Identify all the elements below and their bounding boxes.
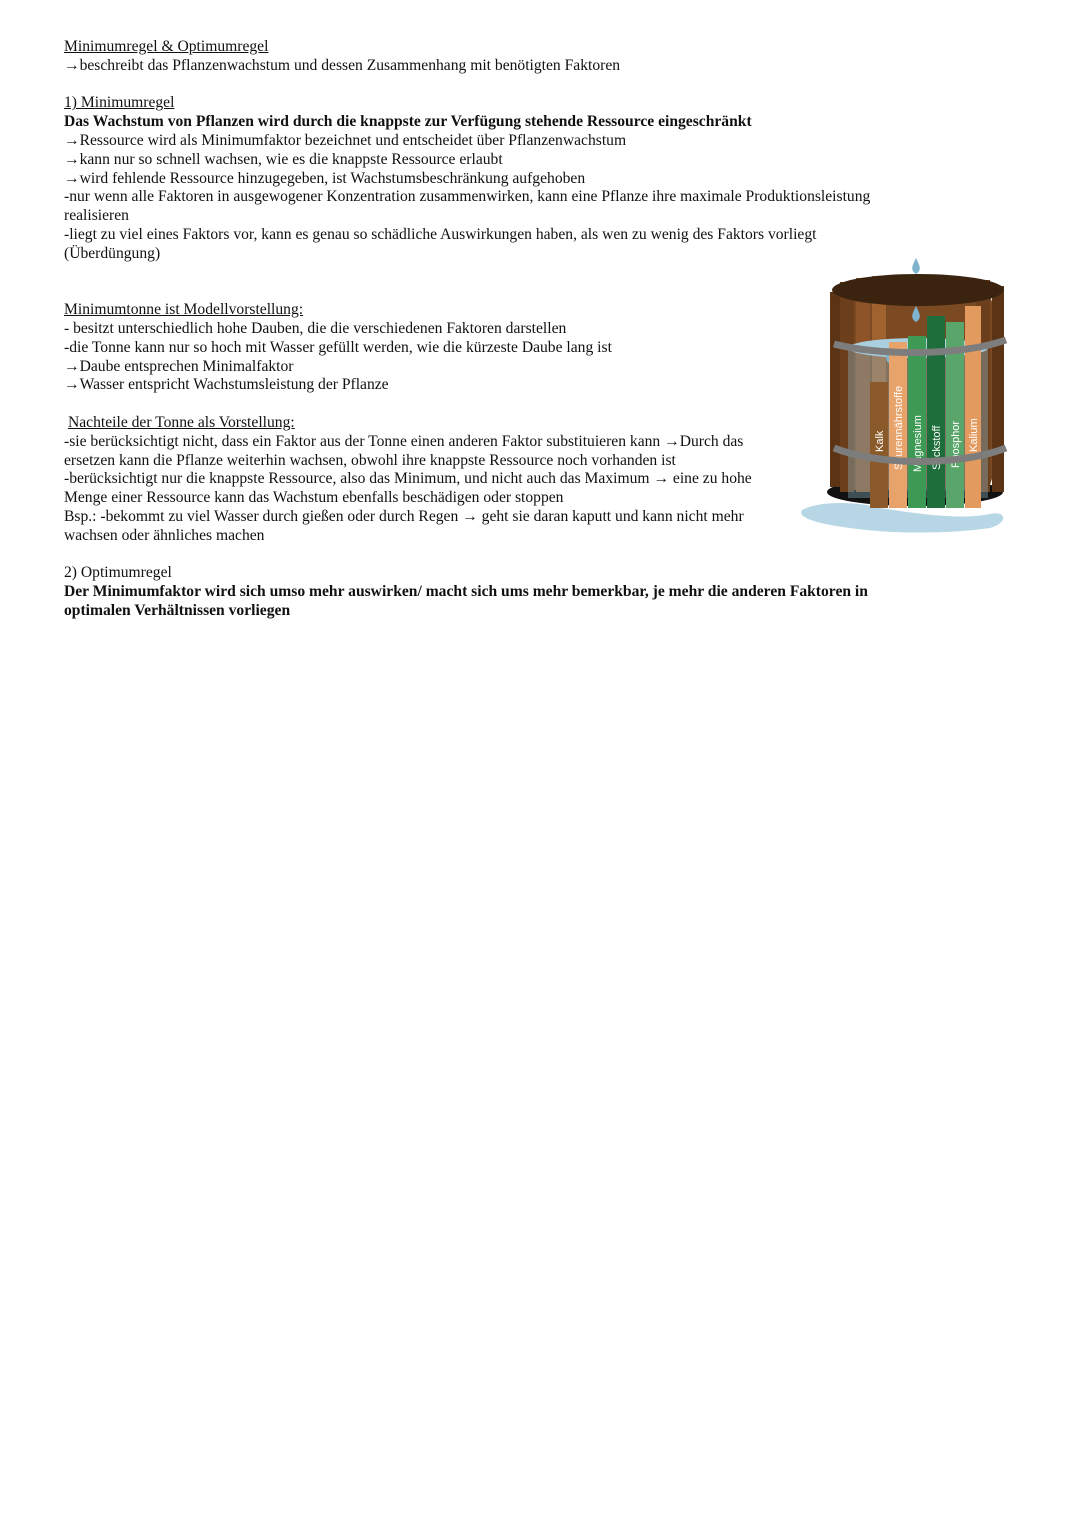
stave-stickstoff [927, 316, 945, 508]
drawbacks-line: ersetzen kann die Pflanze weiterhin wachsen, obwohl ihre knappste Ressource noch vorhanden ist [64, 451, 676, 469]
drawbacks-line: Bsp.: -bekommt zu viel Wasser durch gießen oder durch Regen → geht sie daran kaputt und kann nicht mehr [64, 507, 744, 525]
section1-statement: Das Wachstum von Pflanzen wird durch die knappste zur Verfügung stehende Ressource eingeschränkt [64, 113, 752, 131]
document-title: Minimumregel & Optimumregel [64, 38, 269, 55]
model-line: -die Tonne kann nur so hoch mit Wasser gefüllt werden, wie die kürzeste Daube lang ist [64, 338, 612, 356]
minimum-barrel-illustration [800, 252, 1015, 537]
model-line: →Daube entsprechen Minimalfaktor [64, 357, 294, 375]
intro-line: →beschreibt das Pflanzenwachstum und dessen Zusammenhang mit benötigten Faktoren [64, 56, 621, 74]
stave-label: Stickstoff [931, 425, 943, 470]
section1-line: →Ressource wird als Minimumfaktor bezeichnet und entscheidet über Pflanzenwachstum [64, 131, 627, 149]
section1-line: -liegt zu viel eines Faktors vor, kann es genau so schädliche Auswirkungen haben, als wen zu wenig des Faktors vorliegt [64, 225, 817, 243]
model-line: - besitzt unterschiedlich hohe Dauben, die die verschiedenen Faktoren darstellen [64, 319, 567, 337]
stave-magnesium [908, 336, 926, 508]
barrel-rim [832, 274, 1004, 306]
model-line: →Wasser entspricht Wachstumsleistung der Pflanze [64, 376, 389, 394]
model-title: Minimumtonne ist Modellvorstellung: [64, 301, 304, 319]
section1-line: realisieren [64, 207, 129, 225]
section1-line: (Überdüngung) [64, 244, 161, 262]
section2-statement: optimalen Verhältnissen vorliegen [64, 601, 291, 619]
drawbacks-line: -sie berücksichtigt nicht, dass ein Faktor aus der Tonne einen anderen Faktor substituieren kann →Durch das [64, 432, 744, 450]
drawbacks-title: Nachteile der Tonne als Vorstellung: [68, 413, 295, 431]
section1-line: →wird fehlende Ressource hinzugegeben, ist Wachstumsbeschränkung aufgehoben [64, 169, 586, 187]
section2-statement: Der Minimumfaktor wird sich umso mehr auswirken/ macht sich ums mehr bemerkbar, je mehr die anderen Faktoren in [64, 583, 868, 601]
water-drop-icon [912, 258, 920, 274]
section1-title: 1) Minimumregel [64, 94, 175, 112]
drawbacks-line: -berücksichtigt nur die knappste Ressource, also das Minimum, und nicht auch das Maximum → eine zu hohe [64, 470, 752, 488]
stave-spurennaehrstoffe [889, 342, 907, 508]
section1-line: -nur wenn alle Faktoren in ausgewogener Konzentration zusammenwirken, kann eine Pflanze ihre maximale Produktionsleistung [64, 188, 871, 206]
section2-title: 2) Optimumregel [64, 564, 172, 582]
stave-label: Phosphor [950, 420, 962, 468]
drawbacks-line: wachsen oder ähnliches machen [64, 526, 265, 544]
stave-label: Kalk [874, 430, 886, 452]
drawbacks-line: Menge einer Ressource kann das Wachstum ebenfalls beschädigen oder stoppen [64, 489, 564, 507]
stave-label: Kalium [968, 418, 980, 452]
stave-label: Spurennährstoffe [893, 385, 905, 470]
stave-label: Magnesium [912, 415, 924, 472]
stave-kalium [965, 306, 981, 508]
section1-line: →kann nur so schnell wachsen, wie es die knappste Ressource erlaubt [64, 150, 503, 168]
stave-kalk [870, 382, 888, 508]
